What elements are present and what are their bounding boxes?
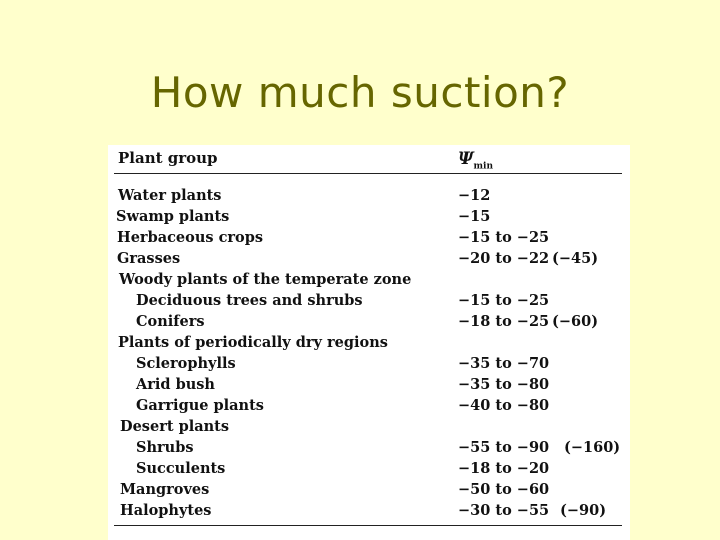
row-value: −40 to −80 (458, 397, 550, 414)
row-value: −18 to −20 (458, 460, 550, 477)
column-header-psi-min (458, 149, 493, 171)
row-label: Desert plants (120, 418, 230, 435)
row-extra-value: (−60) (552, 313, 599, 330)
row-label: Water plants (118, 187, 222, 204)
table-row (108, 397, 630, 418)
row-value: −12 (458, 187, 491, 204)
slide-title: How much suction? (150, 68, 570, 117)
psi-subscript: min (473, 161, 494, 172)
row-value: −15 (458, 208, 491, 225)
column-header-plant-group: Plant group (118, 149, 218, 167)
table-row (108, 502, 630, 523)
header-rule (114, 173, 622, 174)
table-row (108, 334, 630, 355)
table-row (108, 250, 630, 271)
row-label: Arid bush (136, 376, 215, 393)
row-label: Woody plants of the temperate zone (119, 271, 412, 288)
row-value: −50 to −60 (458, 481, 550, 498)
table-row (108, 187, 630, 208)
row-value: −30 to −55 (458, 502, 550, 519)
row-label: Conifers (136, 313, 205, 330)
row-label: Mangroves (120, 481, 210, 498)
table-row (108, 271, 630, 292)
table-row (108, 313, 630, 334)
table-row (108, 460, 630, 481)
row-value: −15 to −25 (458, 229, 550, 246)
table-row (108, 376, 630, 397)
row-label: Herbaceous crops (117, 229, 264, 246)
row-value: −15 to −25 (458, 292, 550, 309)
row-value: −18 to −25 (458, 313, 550, 330)
row-extra-value: (−160) (564, 439, 621, 456)
row-value: −35 to −70 (458, 355, 550, 372)
row-extra-value: (−90) (560, 502, 607, 519)
row-label: Plants of periodically dry regions (118, 334, 388, 351)
row-label: Halophytes (120, 502, 212, 519)
row-label: Deciduous trees and shrubs (136, 292, 363, 309)
row-label: Sclerophylls (136, 355, 236, 372)
row-value: −55 to −90 (458, 439, 550, 456)
row-extra-value: (−45) (552, 250, 599, 267)
row-label: Swamp plants (116, 208, 230, 225)
row-label: Shrubs (136, 439, 194, 456)
row-label: Grasses (117, 250, 181, 267)
row-label: Garrigue plants (136, 397, 264, 414)
plant-suction-table (108, 145, 630, 540)
table-row (108, 229, 630, 250)
row-value: −20 to −22 (458, 250, 550, 267)
footer-rule (114, 525, 622, 526)
table-row (108, 355, 630, 376)
row-label: Succulents (136, 460, 226, 477)
psi-symbol: Ψ (458, 149, 474, 169)
table-row (108, 292, 630, 313)
table-row (108, 208, 630, 229)
table-row (108, 481, 630, 502)
table-row (108, 439, 630, 460)
table-row (108, 418, 630, 439)
row-value: −35 to −80 (458, 376, 550, 393)
